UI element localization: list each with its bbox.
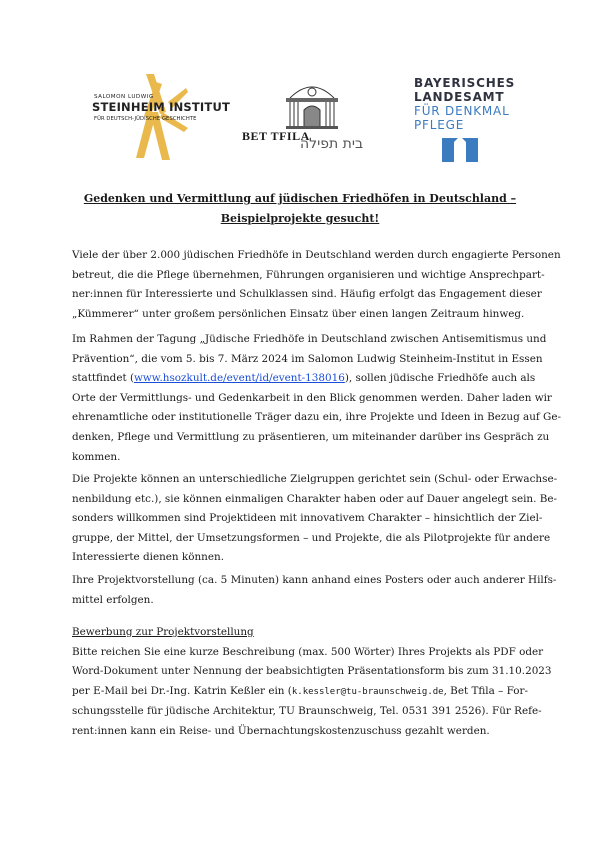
text-fragment: per E-Mail bei Dr.-Ing. Katrin Keßler ein (: [72, 684, 292, 697]
text-line: schungsstelle für jüdische Architektur, TU Braunschweig, Tel. 0531 391 2526). Für Refe-: [72, 705, 542, 718]
text-line: nenbildung etc.), sie können einmaligen Charakter haben oder auf Dauer angelegt sein. Be-: [72, 492, 558, 505]
steinheim-logo-small: SALOMON LUDWIG: [94, 94, 154, 100]
text-line: Ihre Projektvorstellung (ca. 5 Minuten) kann anhand eines Posters oder auch anderer Hilfs-: [72, 574, 557, 586]
application-heading: Bewerbung zur Projektvorstellung: [72, 626, 254, 638]
steinheim-institut-logo: [88, 72, 231, 162]
document-title: [60, 189, 540, 229]
text-line: sonders willkommen sind Projektideen mit innovativem Charakter – hinsichtlich der Ziel-: [72, 512, 543, 525]
blfd-line-3: FÜR DENKMAL: [414, 104, 510, 118]
paragraph-conference: [72, 330, 562, 467]
text-fragment: ), sollen jüdische Friedhöfe auch als: [344, 372, 536, 385]
text-line: Interessierte dienen können.: [72, 551, 225, 564]
text-fragment: , Bet Tfila – For-: [443, 684, 529, 697]
steinheim-logo-name: STEINHEIM INSTITUT: [92, 100, 231, 114]
bet-tfila-hebrew: בית תפילה: [300, 136, 364, 152]
blfd-line-1: BAYERISCHES: [414, 76, 516, 90]
paragraph-projects: [72, 470, 558, 568]
bet-tfila-logo: [240, 76, 390, 158]
blfd-emblem-icon: [440, 134, 480, 164]
title-line-2: Beispielprojekte gesucht!: [220, 212, 380, 225]
text-line: Die Projekte können an unterschiedliche Zielgruppen gerichtet sein (Schul- oder Erwachse-: [72, 473, 558, 485]
text-line: Viele der über 2.000 jüdischen Friedhöfe in Deutschland werden durch engagierte Personen: [72, 249, 561, 261]
bet-tfila-latin: BET TFILA: [242, 129, 310, 143]
text-line: kommen.: [72, 450, 121, 463]
text-line: Bitte reichen Sie eine kurze Beschreibung (max. 500 Wörter) Ihres Projekts als PDF oder: [72, 645, 544, 658]
text-line: mittel erfolgen.: [72, 593, 154, 606]
paragraph-presentation: [72, 571, 557, 610]
text-line: [72, 682, 528, 703]
text-fragment: stattfindet (: [72, 372, 135, 385]
contact-email[interactable]: k.kessler@tu-braunschweig.de: [291, 686, 444, 697]
paragraph-intro: [72, 246, 561, 324]
text-line: denken, Pflege und Vermittlung zu präsentieren, um miteinander darüber ins Gespräch zu: [72, 430, 550, 443]
event-link[interactable]: www.hsozkult.de/event/id/event-138016: [134, 372, 345, 385]
text-line: betreut, die die Pflege übernehmen, Führungen organisieren und wichtige Ansprechpart-: [72, 268, 545, 281]
text-line: rent:innen kann ein Reise- und Übernachtungskostenzuschuss gezahlt werden.: [72, 724, 490, 737]
title-line-1: Gedenken und Vermittlung auf jüdischen Friedhöfen in Deutschland –: [83, 192, 517, 205]
text-line: Im Rahmen der Tagung „Jüdische Friedhöfe in Deutschland zwischen Antisemitismus und: [72, 333, 547, 345]
blfd-line-2: LANDESAMT: [414, 90, 505, 104]
text-line: gruppe, der Mittel, der Umsetzungsformen – und Projekte, die als Pilotprojekte für andere: [72, 531, 551, 544]
text-line: [72, 369, 536, 389]
text-line: Orte der Vermittlungs- und Gedenkarbeit in den Blick genommen werden. Daher laden wir: [72, 391, 552, 404]
paragraph-application: [72, 623, 552, 742]
text-line: ner:innen für Interessierte und Schulklassen sind. Häufig erfolgt das Engagement dieser: [72, 288, 542, 301]
blfd-line-4: PFLEGE: [414, 118, 465, 132]
blfd-logo: [410, 76, 520, 164]
text-line: Prävention“, die vom 5. bis 7. März 2024 im Salomon Ludwig Steinheim-Institut in Essen: [72, 352, 543, 365]
text-line: „Kümmerer“ unter großem persönlichen Einsatz über einen langen Zeitraum hinweg.: [72, 307, 525, 320]
text-line: ehrenamtliche oder institutionelle Träger dazu ein, ihre Projekte und Ideen in Bezug auf Ge-: [72, 411, 562, 424]
steinheim-logo-sub: FÜR DEUTSCH-JÜDISCHE GESCHICHTE: [94, 116, 197, 122]
text-line: Word-Dokument unter Nennung der beabsichtigten Präsentationsform bis zum 31.10.2023: [72, 665, 552, 678]
